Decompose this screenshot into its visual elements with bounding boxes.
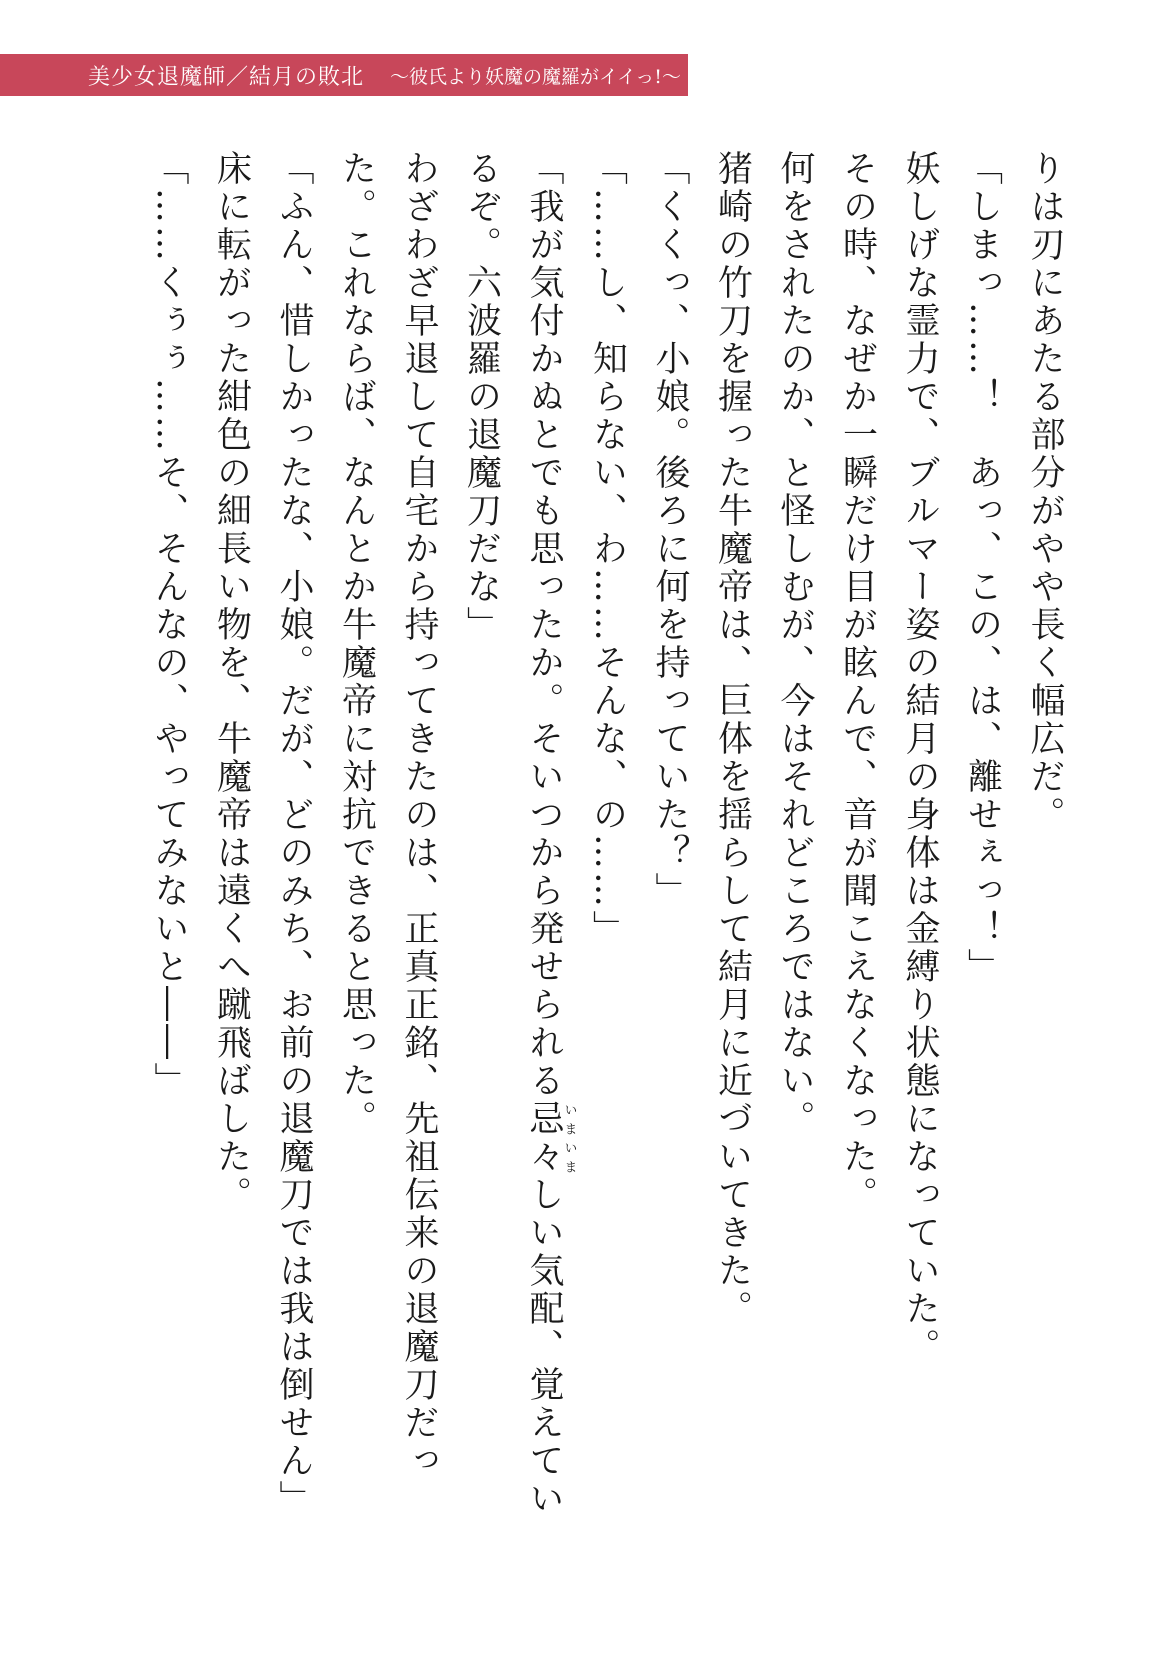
vertical-text-body: [138, 150, 1077, 1605]
ruby-word: [524, 1100, 577, 1176]
text-line: 「……くぅぅ……そ、そんなの、やってみないと――」: [149, 150, 189, 1100]
text-line: 「……し、知らない、わ……そんな、の……」: [587, 150, 628, 948]
text-line-with-ruby: [513, 150, 577, 1605]
book-title: 美少女退魔師／結月の敗北: [88, 64, 365, 90]
text-line: 「ふん、惜しかったな、小娘。だが、どのみち、お前の退魔刀では我は倒せん」: [274, 150, 314, 1518]
text-line: 「しまっ……！ あっ、この、は、離せぇっ！」: [962, 150, 1003, 986]
book-subtitle: 〜彼氏より妖魔の魔羅がイイっ!〜: [390, 65, 681, 88]
text-line: るぞ。六波羅の退魔刀だな」: [461, 150, 502, 644]
text-line: 妖しげな霊力で、ブルマー姿の結月の身体は金縛り状態になっていた。: [900, 150, 940, 1366]
text-line: 何をされたのか、と怪しむが、今はそれどころではない。: [775, 150, 815, 1138]
text-line: その時、なぜか一瞬だけ目が眩んで、音が聞こえなくなった。: [837, 150, 878, 1214]
text-line: た。これならば、なんとか牛魔帝に対抗できると思った。: [336, 150, 377, 1138]
ruby-reading: いまいま: [561, 1100, 577, 1176]
running-header: [0, 54, 688, 96]
text-line: 「くくっ、小娘。後ろに何を持っていた？」: [650, 150, 690, 910]
text-line: 猪崎の竹刀を握った牛魔帝は、巨体を揺らして結月に近づいてきた。: [712, 150, 753, 1328]
text-line: りは刃にあたる部分がやや長く幅広だ。: [1025, 150, 1065, 834]
text-line: わざわざ早退して自宅から持ってきたのは、正真正銘、先祖伝来の退魔刀だっ: [399, 150, 439, 1480]
text-segment: しい気配、覚えてい: [524, 1176, 564, 1518]
text-line: 床に転がった紺色の細長い物を、牛魔帝は遠くへ蹴飛ばした。: [211, 150, 252, 1214]
text-segment: 「我が気付かぬとでも思ったか。そいつから発せられる: [524, 150, 564, 1100]
ruby-base: 忌々: [524, 1100, 564, 1176]
